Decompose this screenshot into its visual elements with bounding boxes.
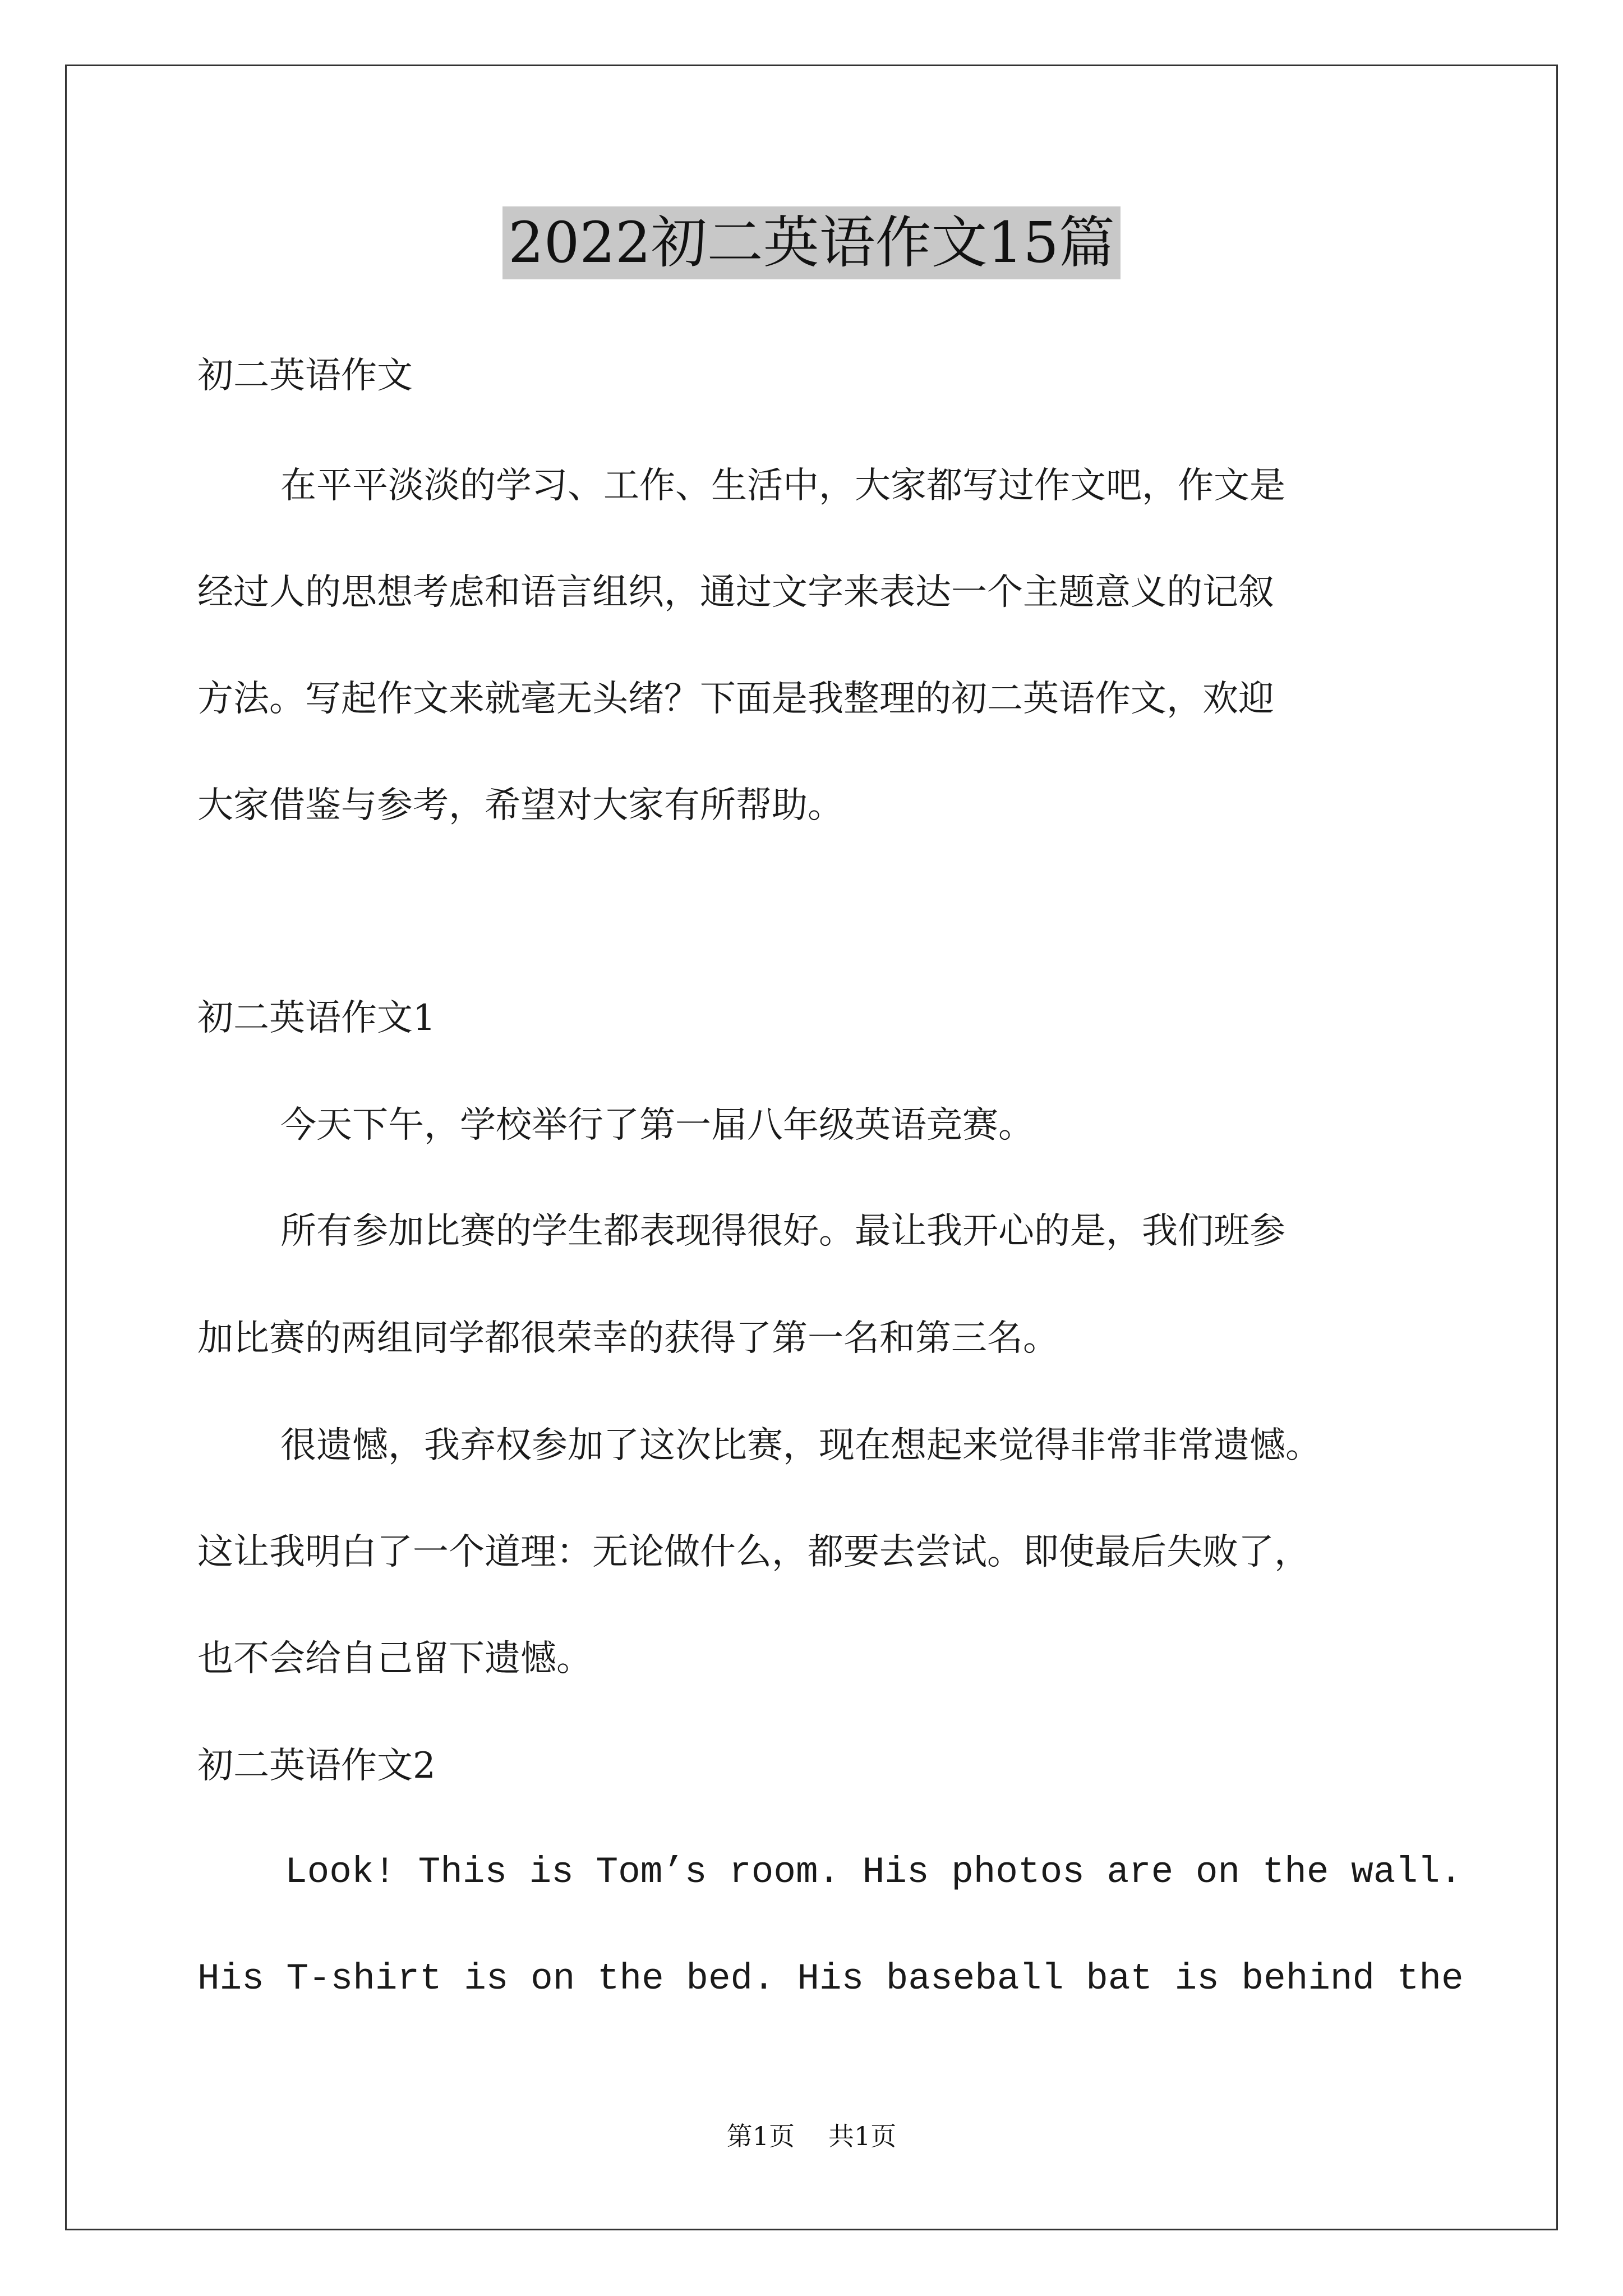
essay1-line-4: 很遗憾，我弃权参加了这次比赛，现在想起来觉得非常非常遗憾。 (280, 1425, 1321, 1466)
intro-line-1: 在平平淡淡的学习、工作、生活中，大家都写过作文吧，作文是 (280, 465, 1285, 507)
essay1-heading: 初二英语作文1 (197, 997, 436, 1039)
essay1-line-6: 也不会给自己留下遗憾。 (197, 1638, 592, 1680)
essay1-line-5: 这让我明白了一个道理：无论做什么，都要去尝试。即使最后失败了， (197, 1531, 1310, 1573)
page-total: 共1页 (828, 2121, 897, 2151)
intro-line-3: 方法。写起作文来就毫无头绪？下面是我整理的初二英语作文，欢迎 (197, 678, 1274, 720)
intro-line-2: 经过人的思想考虑和语言组织，通过文字来表达一个主题意义的记叙 (197, 572, 1274, 613)
essay1-line-2: 所有参加比赛的学生都表现得很好。最让我开心的是，我们班参 (280, 1211, 1285, 1252)
essay1-line-3: 加比赛的两组同学都很荣幸的获得了第一名和第三名。 (197, 1318, 1059, 1359)
intro-heading: 初二英语作文 (197, 355, 413, 397)
essay2-line-1: Look! This is Tom’s room. His photos are on the wall. (285, 1851, 1463, 1893)
essay2-heading: 初二英语作文2 (197, 1745, 436, 1787)
page-footer (0, 2120, 1623, 2152)
intro-line-4: 大家借鉴与参考，希望对大家有所帮助。 (197, 785, 843, 826)
document-title: 2022初二英语作文15篇 (502, 206, 1121, 279)
essay2-line-2: His T-shirt is on the bed. His baseball bat is behind the (197, 1958, 1464, 2000)
page-number: 第1页 (726, 2121, 795, 2151)
title-block (0, 206, 1623, 279)
essay1-line-1: 今天下午，学校举行了第一届八年级英语竞赛。 (280, 1105, 1034, 1146)
